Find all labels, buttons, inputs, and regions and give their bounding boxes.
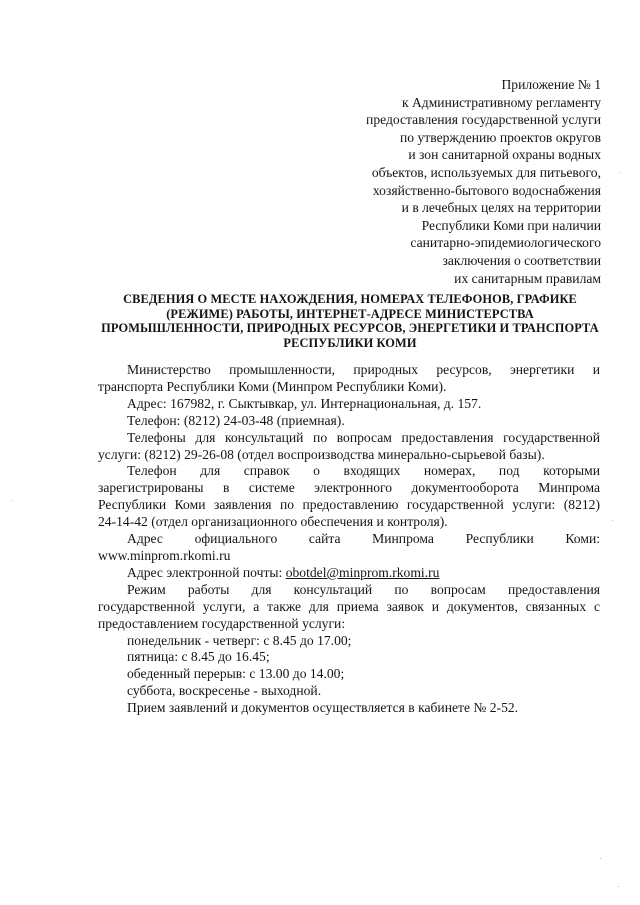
website-line: Адрес официального сайта Минпрома Республики Коми: <box>127 531 600 547</box>
reference-phone-line: 24-14-42 (отдел организационного обеспечения и контроля). <box>98 514 448 530</box>
website-url: www.minprom.rkomi.ru <box>98 547 231 563</box>
address-line: Адрес: 167982, г. Сыктывкар, ул. Интернациональная, д. 157. <box>127 395 482 411</box>
appendix-line: их санитарным правилам <box>454 270 601 286</box>
ministry-name-line: транспорта Республики Коми (Минпром Республики Коми). <box>98 378 447 394</box>
appendix-line: и в лечебных целях на территории <box>401 200 601 216</box>
appendix-line: санитарно-эпидемиологического <box>410 235 601 251</box>
appendix-block <box>301 76 601 287</box>
scan-speck <box>612 520 613 521</box>
document-body <box>98 362 600 717</box>
schedule-intro-line: предоставлением государственной услуги: <box>98 615 346 631</box>
appendix-line: хозяйственно-бытового водоснабжения <box>372 182 601 198</box>
ministry-name-line: Министерство промышленности, природных ресурсов, энергетики и <box>127 362 600 377</box>
email-line <box>98 565 600 582</box>
schedule-item: обеденный перерыв: с 13.00 до 14.00; <box>127 666 345 682</box>
scan-speck <box>620 172 621 173</box>
appendix-line: Республики Коми при наличии <box>421 217 601 233</box>
reference-phone-line: Телефон для справок о входящих номерах, под которыми <box>127 463 600 479</box>
appendix-line: по утверждению проектов округов <box>400 129 601 145</box>
schedule-item: суббота, воскресенье - выходной. <box>127 683 322 699</box>
scan-speck <box>12 500 13 501</box>
reference-phone-line: Республики Коми заявления по предоставлению государственной услуги: (8212) <box>98 497 600 513</box>
email-label: Адрес электронной почты: <box>127 564 286 580</box>
heading-line: ПРОМЫШЛЕННОСТИ, ПРИРОДНЫХ РЕСУРСОВ, ЭНЕРГЕТИКИ И ТРАНСПОРТА <box>101 321 599 336</box>
appendix-line: к Административному регламенту <box>401 94 601 110</box>
appendix-line: объектов, используемых для питьевого, <box>371 164 601 180</box>
appendix-line: заключения о соответствии <box>442 252 601 268</box>
document-heading <box>90 292 610 350</box>
email-address: obotdel@minprom.rkomi.ru <box>285 564 440 580</box>
schedule-item: пятница: с 8.45 до 16.45; <box>127 649 270 665</box>
reception-line: Прием заявлений и документов осуществляется в кабинете № 2-52. <box>127 700 519 716</box>
schedule-intro-line: государственной услуги, а также для приема заявок и документов, связанных с <box>98 598 600 614</box>
appendix-line: предоставления государственной услуги <box>366 112 601 128</box>
heading-line: (РЕЖИМЕ) РАБОТЫ, ИНТЕРНЕТ-АДРЕСЕ МИНИСТЕРСТВА <box>166 306 534 321</box>
consult-phones-line: услуги: (8212) 29-26-08 (отдел воспроизводства минерально-сырьевой базы). <box>98 446 545 462</box>
scan-speck <box>600 858 601 859</box>
schedule-item: понедельник - четверг: с 8.45 до 17.00; <box>127 632 352 648</box>
appendix-line: и зон санитарной охраны водных <box>408 147 601 163</box>
scan-speck <box>618 886 619 887</box>
phone-line: Телефон: (8212) 24-03-48 (приемная). <box>127 412 345 428</box>
heading-line: РЕСПУБЛИКИ КОМИ <box>283 335 417 350</box>
reference-phone-line: зарегистрированы в системе электронного документооборота Минпрома <box>98 480 600 496</box>
schedule-intro-line: Режим работы для консультаций по вопросам предоставления <box>127 581 600 597</box>
appendix-line: Приложение № 1 <box>501 77 601 92</box>
consult-phones-line: Телефоны для консультаций по вопросам предоставления государственной <box>127 429 600 445</box>
heading-line: СВЕДЕНИЯ О МЕСТЕ НАХОЖДЕНИЯ, НОМЕРАХ ТЕЛЕФОНОВ, ГРАФИКЕ <box>123 292 577 306</box>
